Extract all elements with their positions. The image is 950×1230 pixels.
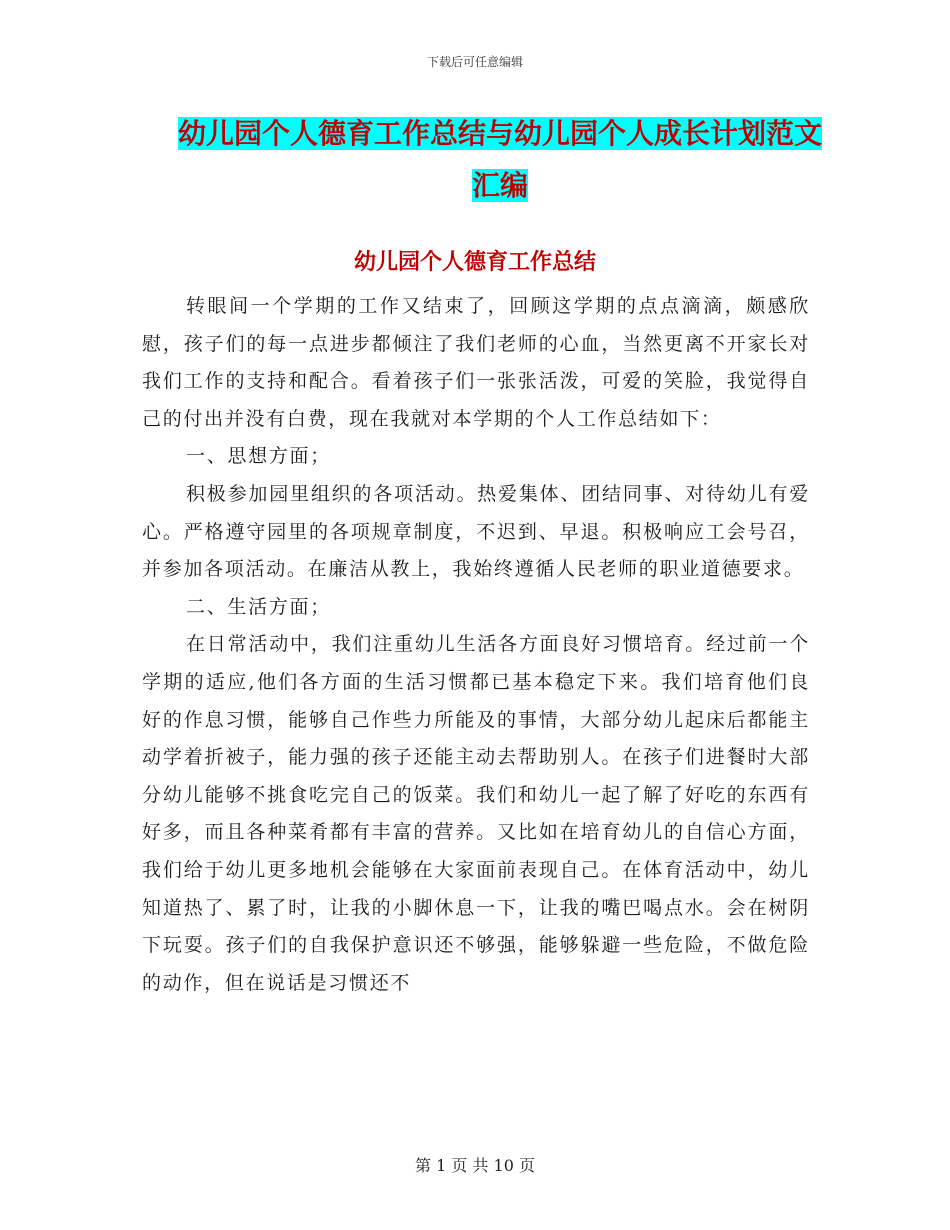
paragraph-thought: 积极参加园里组织的各项活动。热爱集体、团结同事、对待幼儿有爱心。严格遵守园里的各项规章制度，不迟到、早退。积极响应工会号召，并参加各项活动。在廉洁从教上，我始终遵循人民老师的职业道德要求。 xyxy=(142,482,810,581)
document-title-line-2: 汇编 xyxy=(471,169,528,202)
paragraph-intro: 转眼间一个学期的工作又结束了，回顾这学期的点点滴滴，颇感欣慰，孩子们的每一点进步都倾注了我们老师的心血，当然更离不开家长对我们工作的支持和配合。看着孩子们一张张活泼，可爱的笑脸，我觉得自己的付出并没有白费，现在我就对本学期的个人工作总结如下： xyxy=(142,295,810,430)
heading-thought: 一、思想方面； xyxy=(186,445,331,468)
paragraph-life: 在日常活动中，我们注重幼儿生活各方面良好习惯培育。经过前一个学期的适应,他们各方面的生活习惯都已基本稳定下来。我们培育他们良好的作息习惯，能够自己作些力所能及的事情，大部分幼儿起床后都能主动学着折被子，能力强的孩子还能主动去帮助别人。在孩子们进餐时大部分幼儿能够不挑食吃完自己的饭菜。我们和幼儿一起了解了好吃的东西有好多，而且各种菜肴都有丰富的营养。又比如在培育幼儿的自信心方面，我们给于幼儿更多地机会能够在大家面前表现自己。在体育活动中，幼儿知道热了、累了时，让我的小脚休息一下，让我的嘴巴喝点水。会在树阴下玩耍。孩子们的自我保护意识还不够强，能够躲避一些危险，不做危险的动作，但在说话是习惯还不 xyxy=(142,633,810,994)
document-title-line-1: 幼儿园个人德育工作总结与幼儿园个人成长计划范文 xyxy=(177,117,822,150)
section-title: 幼儿园个人德育工作总结 xyxy=(353,250,596,275)
page-number: 第 1 页 共 10 页 xyxy=(415,1156,535,1175)
heading-life: 二、生活方面； xyxy=(186,595,331,618)
document-body xyxy=(142,288,810,1002)
header-note: 下载后可任意编辑 xyxy=(426,55,523,69)
document-title xyxy=(140,108,860,212)
